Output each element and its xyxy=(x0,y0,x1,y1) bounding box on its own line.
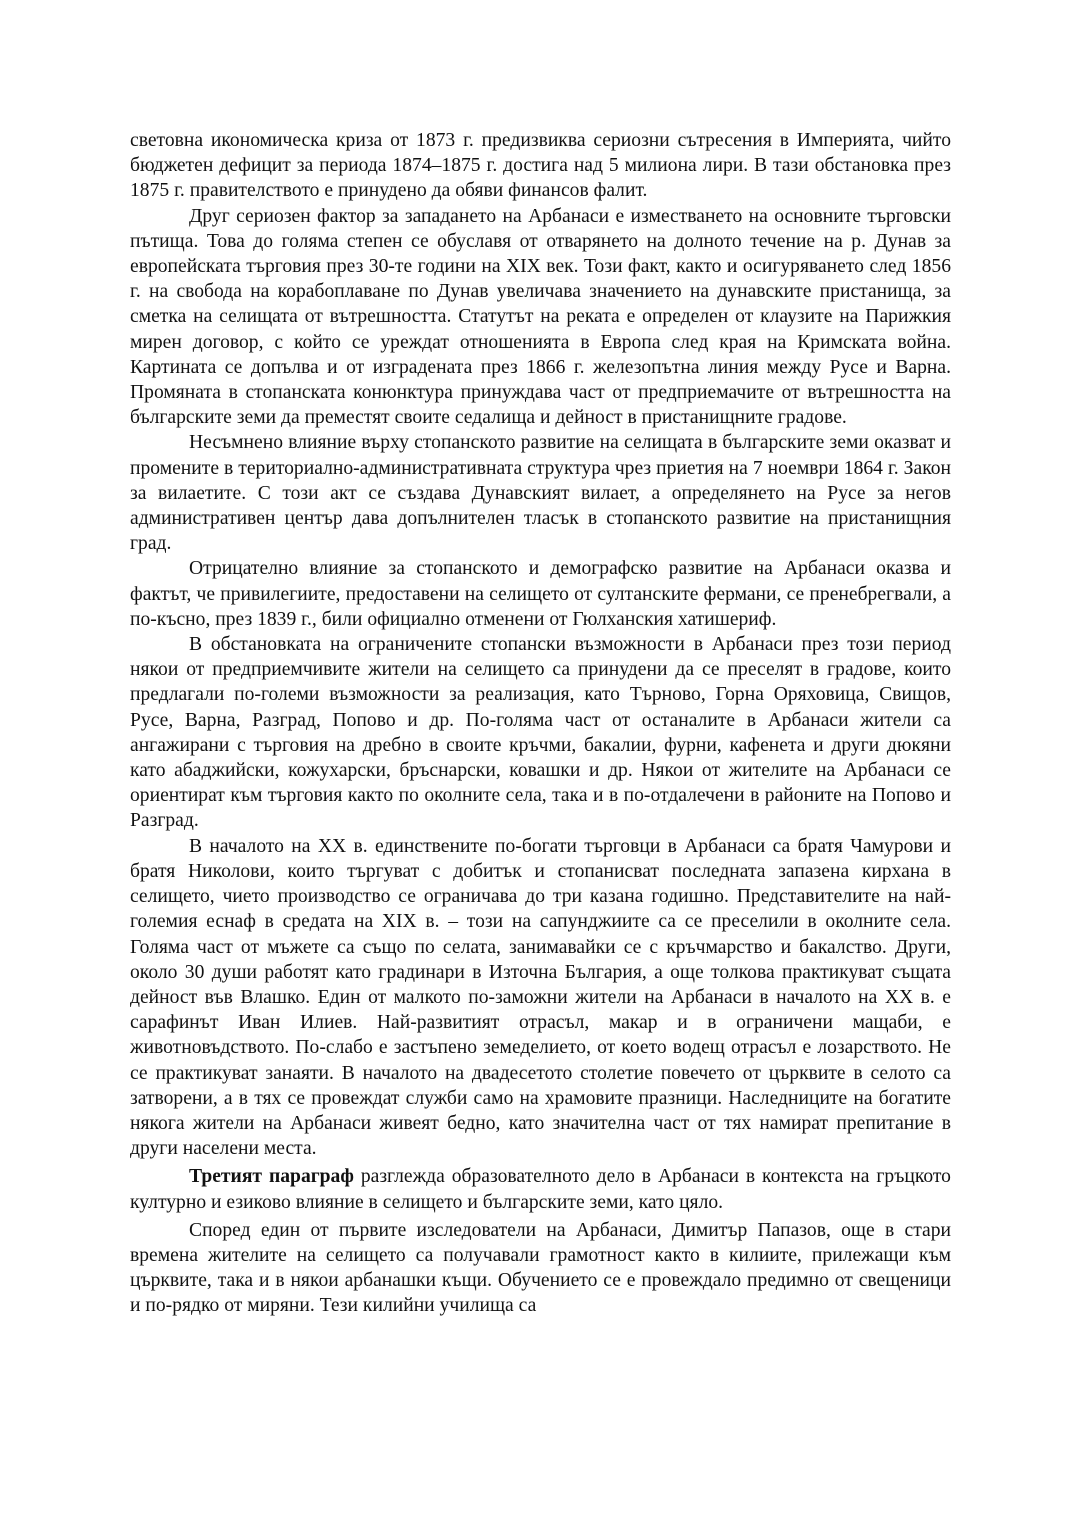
paragraph-emigration: В обстановката на ограничените стопански възможности в Арбанаси през този период някои от предприемчивите жители на селището са принудени да се преселят в градове, които предлагали по-големи възможности за реализация, като Търново, Горна Оряховица, Свищов, Русе, Варна, Разград, Попово и др. По-голяма част от останалите в Арбанаси жители са ангажирани с търговия на дребно в своите кръчми, бакалии, фурни, кафенета и други дюкяни като абаджийски, кожухарски, бръснарски, ковашки и др. Някои от жителите на Арбанаси се ориентират към търговия както по околните села, така и в по-отдалечени в районите на Попово и Разград. xyxy=(130,634,951,832)
paragraph-twentieth-century: В началото на ХХ в. единствените по-богати търговци в Арбанаси са братя Чамурови и братя Николови, които търгуват с добитък и стопанисват последната запазена кирхана в селището, чието производство се ограничава до три казана годишно. Представителите на най-големия еснаф в средата на ХІХ в. – този на сапунджиите са се преселили в околните села. Голяма част от мъжете са също по селата, занимавайки се с кръчмарство и бакалство. Други, около 30 души работят като градинари в Източна България, а още толкова практикуват същата дейност във Влашко. Един от малкото по-заможни жители на Арбанаси в началото на ХХ в. е сарафинът Иван Илиев. Най-развитият отрасъл, макар и в ограничени мащаби, е животновъдството. По-слабо е застъпено земеделието, от което водещ отрасъл е лозарството. Не се практикуват занаяти. В началото на двадесетото столетие повечето от църквите в селото са затворени, а в тях се провеждат служби само на храмовите празници. Наследниците на богатите някога жители на Арбанаси живеят бедно, като значителна част от тях намират препитание в други населени места. xyxy=(130,835,951,1160)
paragraph-vilayet-law: Несъмнено влияние върху стопанското развитие на селищата в българските земи оказват и промените в териториално-административната структура чрез приетия на 7 ноември 1864 г. Закон за вилаетите. С този акт се създава Дунавският вилает, а определянето на Русе за негов административен център дава допълнителен тласък в стопанското развитие на пристанищния град. xyxy=(130,432,951,555)
paragraph-trade-routes: Друг сериозен фактор за западането на Арбанаси е изместването на основните търговски пътища. Това до голяма степен се обуславя от отварянето на долното течение на р. Дунав за европейската търговия през 30-те години на ХІХ век. Този факт, както и осигуряването след 1856 г. на свобода на корабоплаване по Дунав увеличава значението на дунавските пристанища, за сметка на селищата от вътрешността. Статутът на реката е определен от клаузите на Парижкия мирен договор, с който се уреждат отношенията в Европа след края на Кримската война. Картината се допълва и от изградената през 1866 г. железопътна линия между Русе и Варна. Промяната в стопанската конюнктура принуждава част от предприемачите от вътрешността на българските земи да преместят своите седалища и дейност в пристанищните градове. xyxy=(130,205,951,429)
paragraph-privileges: Отрицателно влияние за стопанското и демографско развитие на Арбанаси оказва и фактът, че привилегиите, предоставени на селището от султанските фермани, се пренебрегвали, а по-късно, през 1839 г., били официално отменени от Гюлханския хатишериф. xyxy=(130,558,951,630)
document-page xyxy=(130,128,951,1319)
paragraph-papazov: Според един от първите изследователи на Арбанаси, Димитър Папазов, още в стари времена жителите на селището са получавали грамотност както в килиите, прилежащи към църквите, така и в някои арбанашки къщи. Обучението се е провеждало предимно от свещеници и по-рядко от миряни. Тези килийни училища са xyxy=(130,1219,951,1317)
section-heading-inline: Третият параграф xyxy=(189,1166,354,1188)
paragraph-economic-crisis: световна икономическа криза от 1873 г. предизвиква сериозни сътресения в Империята, чийто бюджетен дефицит за периода 1874–1875 г. достига над 5 милиона лири. В тази обстановка през 1875 г. правителството е принудено да обяви финансов фалит. xyxy=(130,130,951,202)
section-intro-text: разглежда образователното дело в Арбанаси в контекста на гръцкото културно и езиково влияние в селището и българските земи, като цяло. xyxy=(130,1166,951,1213)
paragraph-third-section xyxy=(130,1164,951,1214)
